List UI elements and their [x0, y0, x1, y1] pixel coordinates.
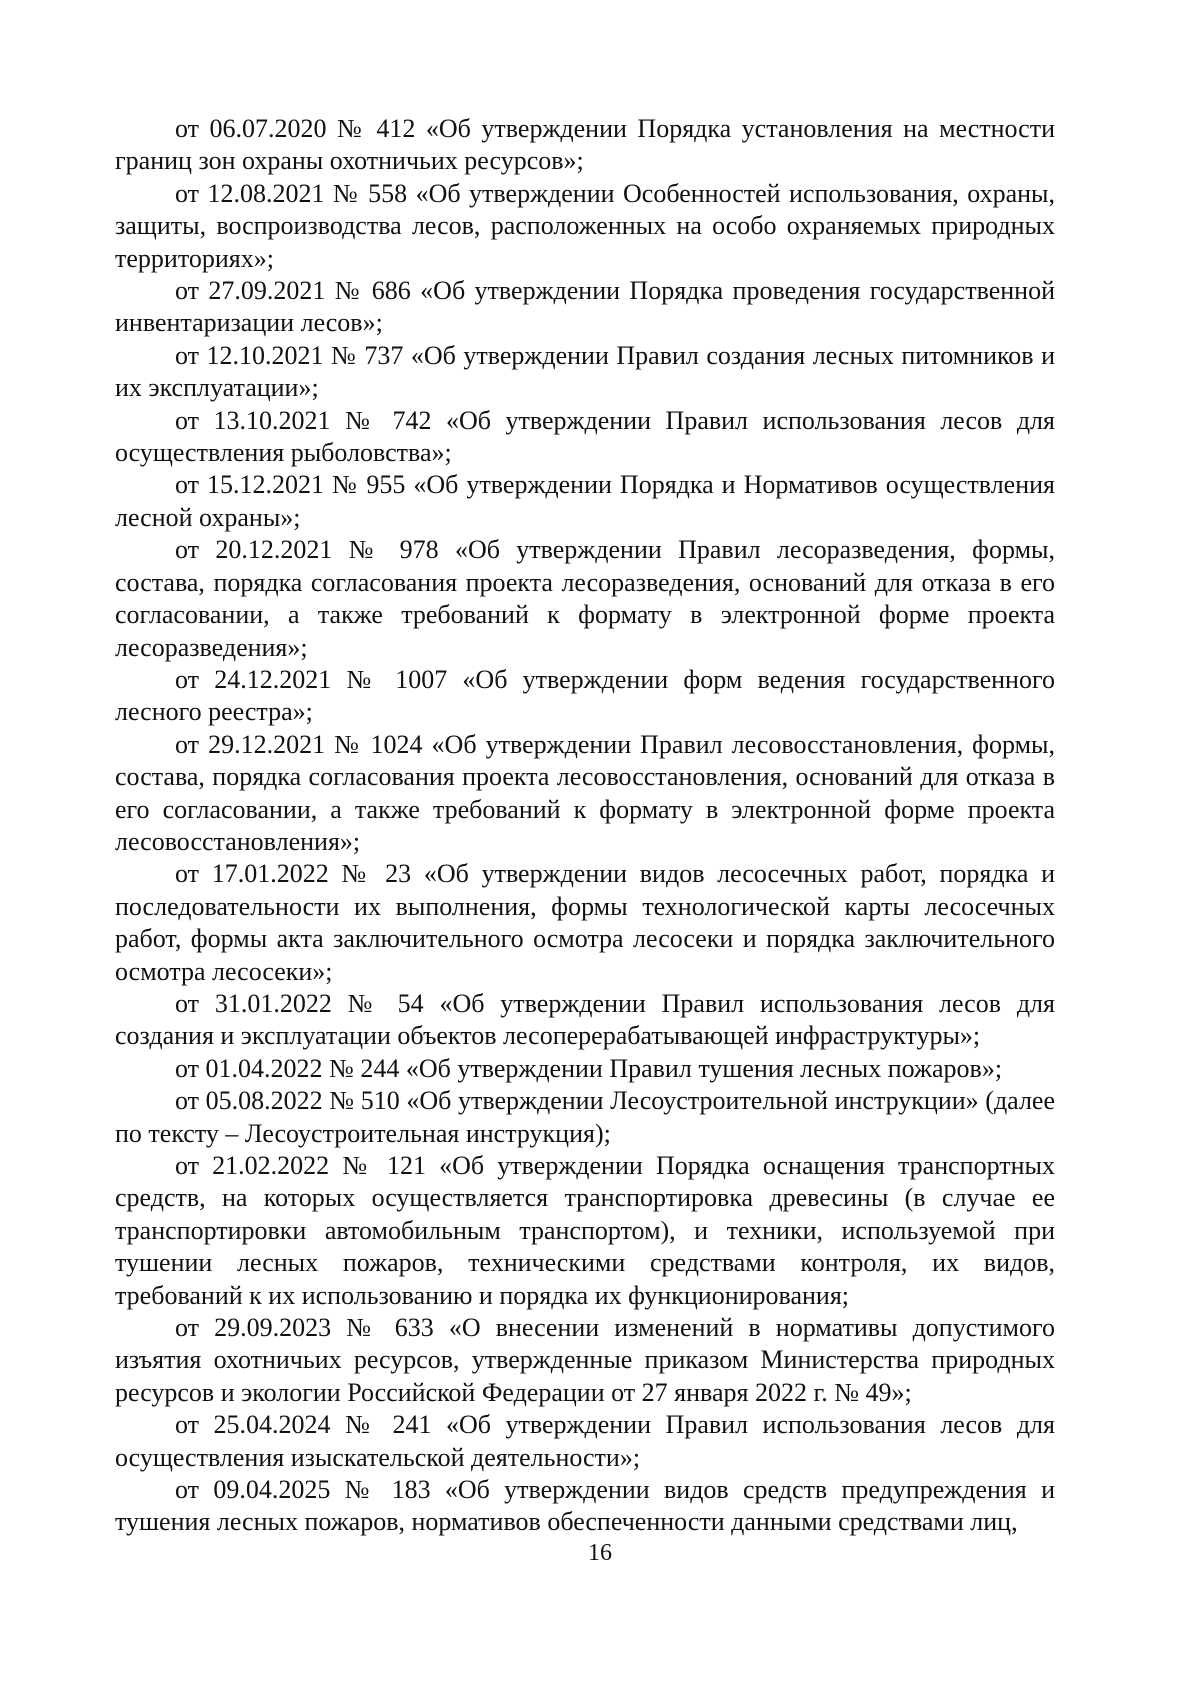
paragraph: от 06.07.2020 № 412 «Об утверждении Порядка установления на местности границ зон охраны охотничьих ресурсов»; — [115, 114, 1055, 176]
paragraph: от 12.10.2021 № 737 «Об утверждении Правил создания лесных питомников и их эксплуатации»; — [115, 340, 1055, 403]
paragraph: от 31.01.2022 № 54 «Об утверждении Правил использования лесов для создания и эксплуатации объектов лесоперерабатывающей инфраструктуры»; — [115, 988, 1055, 1051]
paragraph: от 12.08.2021 № 558 «Об утверждении Особенностей использования, охраны, защиты, воспроизводства лесов, расположенных на особо охраняемых природных территориях»; — [115, 178, 1055, 273]
paragraph: от 09.04.2025 № 183 «Об утверждении видов средств предупреждения и тушения лесных пожаров, нормативов обеспеченности данными средствами лиц, — [115, 1475, 1055, 1537]
paragraph: от 01.04.2022 № 244 «Об утверждении Правил тушения лесных пожаров»; — [175, 1053, 1003, 1083]
paragraph: от 24.12.2021 № 1007 «Об утверждении форм ведения государственного лесного реестра»; — [115, 664, 1055, 727]
paragraph: от 15.12.2021 № 955 «Об утверждении Порядка и Нормативов осуществления лесной охраны»; — [115, 470, 1055, 532]
paragraph: от 13.10.2021 № 742 «Об утверждении Правил использования лесов для осуществления рыболовства»; — [115, 405, 1055, 468]
page-number: 16 — [588, 1540, 612, 1566]
paragraph: от 29.12.2021 № 1024 «Об утверждении Правил лесовосстановления, формы, состава, порядка согласования проекта лесовосстановления, оснований для отказа в его согласовании, а также требований к формату в электронной форме проекта лесовосстановления»; — [115, 729, 1055, 856]
paragraph: от 21.02.2022 № 121 «Об утверждении Порядка оснащения транспортных средств, на которых осуществляется транспортировка древесины (в случае ее транспортировки автомобильным транспортом), и техники, используемой при тушении лесных пожаров, техническими средствами контроля, их видов, требований к их использованию и порядка их функционирования; — [115, 1151, 1055, 1310]
paragraph: от 05.08.2022 № 510 «Об утверждении Лесоустроительной инструкции» (далее по тексту – Лесоустроительная инструкция); — [115, 1086, 1055, 1148]
document-body — [115, 113, 1055, 1539]
paragraph: от 20.12.2021 № 978 «Об утверждении Правил лесоразведения, формы, состава, порядка согласования проекта лесоразведения, оснований для отказа в его согласовании, а также требований к формату в электронной форме проекта лесоразведения»; — [115, 535, 1055, 662]
paragraph: от 25.04.2024 № 241 «Об утверждении Правил использования лесов для осуществления изыскательской деятельности»; — [115, 1410, 1055, 1472]
paragraph: от 29.09.2023 № 633 «О внесении изменений в нормативы допустимого изъятия охотничьих ресурсов, утвержденные приказом Министерства природных ресурсов и экологии Российской Федерации от 27 января 2022 г. № 49»; — [115, 1313, 1055, 1407]
paragraph: от 27.09.2021 № 686 «Об утверждении Порядка проведения государственной инвентаризации лесов»; — [115, 276, 1055, 338]
paragraph: от 17.01.2022 № 23 «Об утверждении видов лесосечных работ, порядка и последовательности их выполнения, формы технологической карты лесосечных работ, формы акта заключительного осмотра лесосеки и порядка заключительного осмотра лесосеки»; — [115, 859, 1055, 986]
